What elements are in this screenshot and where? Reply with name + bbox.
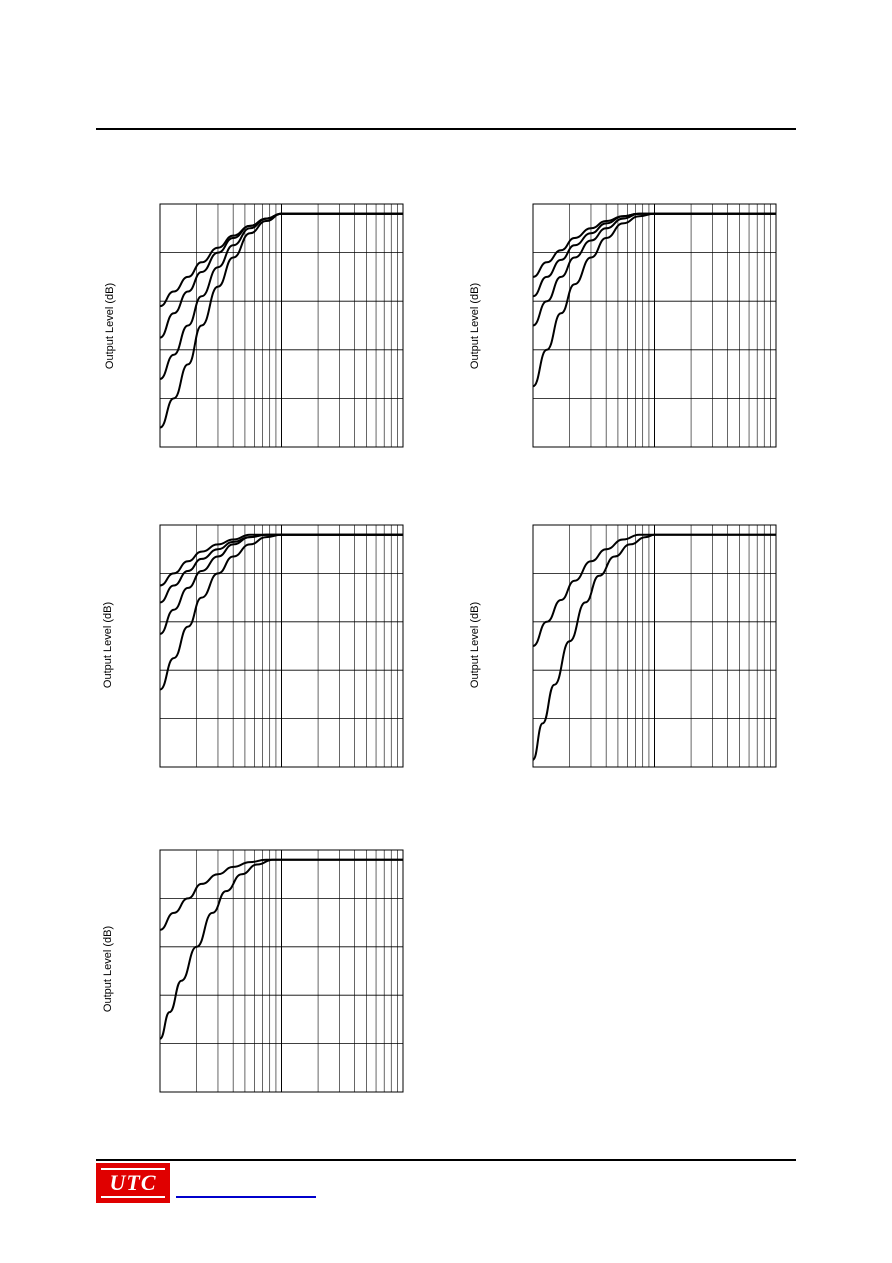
utc-logo-text: UTC [101,1168,165,1198]
y-axis-label: Output Level (dB) [104,282,116,370]
utc-logo [96,1163,170,1203]
chart-output-level-3 [160,525,403,767]
chart-output-level-4 [533,525,776,767]
chart-output-level-2 [533,204,776,447]
header-rule [96,128,796,130]
y-axis-label: Output Level (dB) [469,282,481,370]
footer-rule [96,1159,796,1161]
y-axis-label: Output Level (dB) [469,601,481,689]
website-link[interactable] [176,1196,316,1198]
chart-output-level-1 [160,204,403,447]
y-axis-label: Output Level (dB) [102,601,114,689]
y-axis-label: Output Level (dB) [102,925,114,1013]
chart-output-level-5 [160,850,403,1092]
